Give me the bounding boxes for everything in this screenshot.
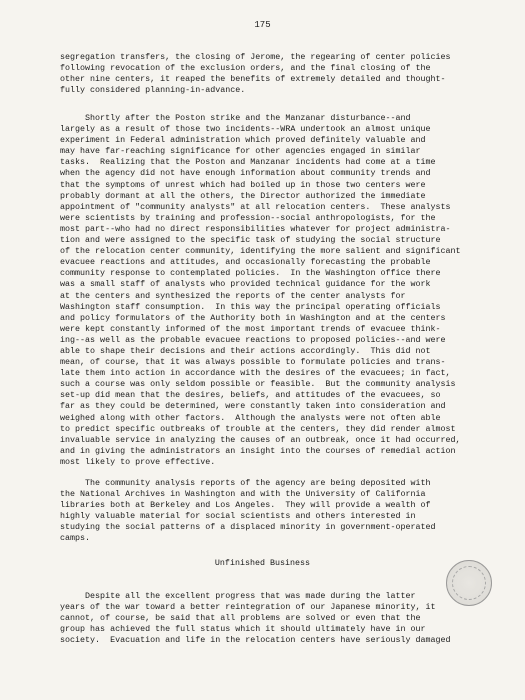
text-line: tasks. Realizing that the Poston and Manzanar incidents had come at a time	[60, 157, 436, 168]
text-line: of the relocation center community, identifying the more salient and significant	[60, 246, 461, 257]
text-line: that the symptoms of unrest which had boiled up in those two centers were	[60, 179, 426, 190]
text-line: studying the social patterns of a displaced minority in government-operated	[60, 522, 436, 533]
text-line: cannot, of course, be said that all problems are solved or even that the	[60, 613, 421, 624]
text-line: tion and were assigned to the specific task of studying the social structure	[60, 235, 441, 246]
text-line: highly valuable material for social scientists and others interested in	[60, 511, 416, 522]
section-heading: Unfinished Business	[214, 558, 311, 568]
text-line: and in giving the administrators an insight into the courses of remedial action	[60, 445, 456, 456]
paragraph-community-analysts	[60, 113, 480, 468]
page-number: 175	[254, 20, 271, 30]
text-line: libraries both at Berkeley and Los Angeles. They will provide a wealth of	[60, 500, 431, 511]
text-line: at the centers and synthesized the reports of the center analysts for	[60, 290, 406, 301]
text-line: weighed along with other factors. Although the analysts were not often able	[60, 412, 441, 423]
text-line: Washington staff consumption. In this way the principal operating officials	[60, 301, 441, 312]
text-line: community response to contemplated policies. In the Washington office there	[60, 268, 441, 279]
text-line: and policy formulators of the Authority both in Washington and at the centers	[60, 312, 446, 323]
text-line: the National Archives in Washington and with the University of California	[60, 489, 426, 500]
text-line: group has achieved the full status which it should ultimately have in our	[60, 624, 426, 635]
text-line: camps.	[60, 533, 91, 544]
text-line: most likely to prove effective.	[60, 456, 216, 467]
text-line: largely as a result of those two incidents--WRA undertook an almost unique	[60, 124, 431, 135]
text-line: ing--as well as the probable evacuee reactions to proposed policies--and were	[60, 334, 446, 345]
text-line: set-up did mean that the desires, beliefs, and attitudes of the evacuees, so	[60, 390, 441, 401]
text-line: society. Evacuation and life in the relocation centers have seriously damaged	[60, 635, 451, 646]
text-line: may have far-reaching significance for other agencies engaged in similar	[60, 146, 421, 157]
text-line: far as they could be determined, were constantly taken into consideration and	[60, 401, 446, 412]
text-line: Shortly after the Poston strike and the Manzanar disturbance--and	[60, 113, 411, 123]
text-line: were kept constantly informed of the most important trends of evacuee think-	[60, 323, 441, 334]
text-line: fully considered planning-in-advance.	[60, 85, 246, 96]
text-line: following revocation of the exclusion orders, and the final closing of the	[60, 63, 431, 74]
text-line: most part--who had no direct responsibilities whatever for project administra-	[60, 223, 451, 234]
text-line: other nine centers, it reaped the benefits of extremely detailed and thought-	[60, 74, 446, 85]
text-line: years of the war toward a better reintegration of our Japanese minority, it	[60, 602, 436, 613]
text-line: The community analysis reports of the agency are being deposited with	[60, 478, 431, 488]
text-line: probably dormant at all the others, the Director authorized the immediate	[60, 190, 426, 201]
paragraph-unfinished-business	[60, 591, 480, 646]
text-line: late them into action in accordance with the desires of the evacuees; in fact,	[60, 368, 451, 379]
text-line: when the agency did not have enough information about community trends and	[60, 168, 431, 179]
text-line: experiment in Federal administration which proved definitely valuable and	[60, 135, 426, 146]
paragraph-intro	[60, 52, 480, 96]
text-line: invaluable service in analyzing the causes of an outbreak, once it had occurred,	[60, 434, 461, 445]
text-line: was a small staff of analysts who provided technical guidance for the work	[60, 279, 431, 290]
text-line: to predict specific outbreaks of trouble at the centers, they did render almost	[60, 423, 456, 434]
text-line: able to shape their decisions and their actions accordingly. This did not	[60, 345, 431, 356]
text-line: evacuee reactions and attitudes, and occasionally forecasting the probable	[60, 257, 431, 268]
text-line: segregation transfers, the closing of Jerome, the regearing of center policies	[60, 52, 451, 62]
text-line: were scientists by training and profession--social anthropologists, for the	[60, 212, 436, 223]
paragraph-archives	[60, 478, 480, 545]
text-line: such a course was only seldom possible or feasible. But the community analysis	[60, 379, 456, 390]
text-line: appointment of "community analysts" at all relocation centers. These analysts	[60, 201, 451, 212]
text-line: Despite all the excellent progress that was made during the latter	[60, 591, 416, 601]
text-line: mean, of course, that it was always possible to formulate policies and trans-	[60, 357, 446, 368]
